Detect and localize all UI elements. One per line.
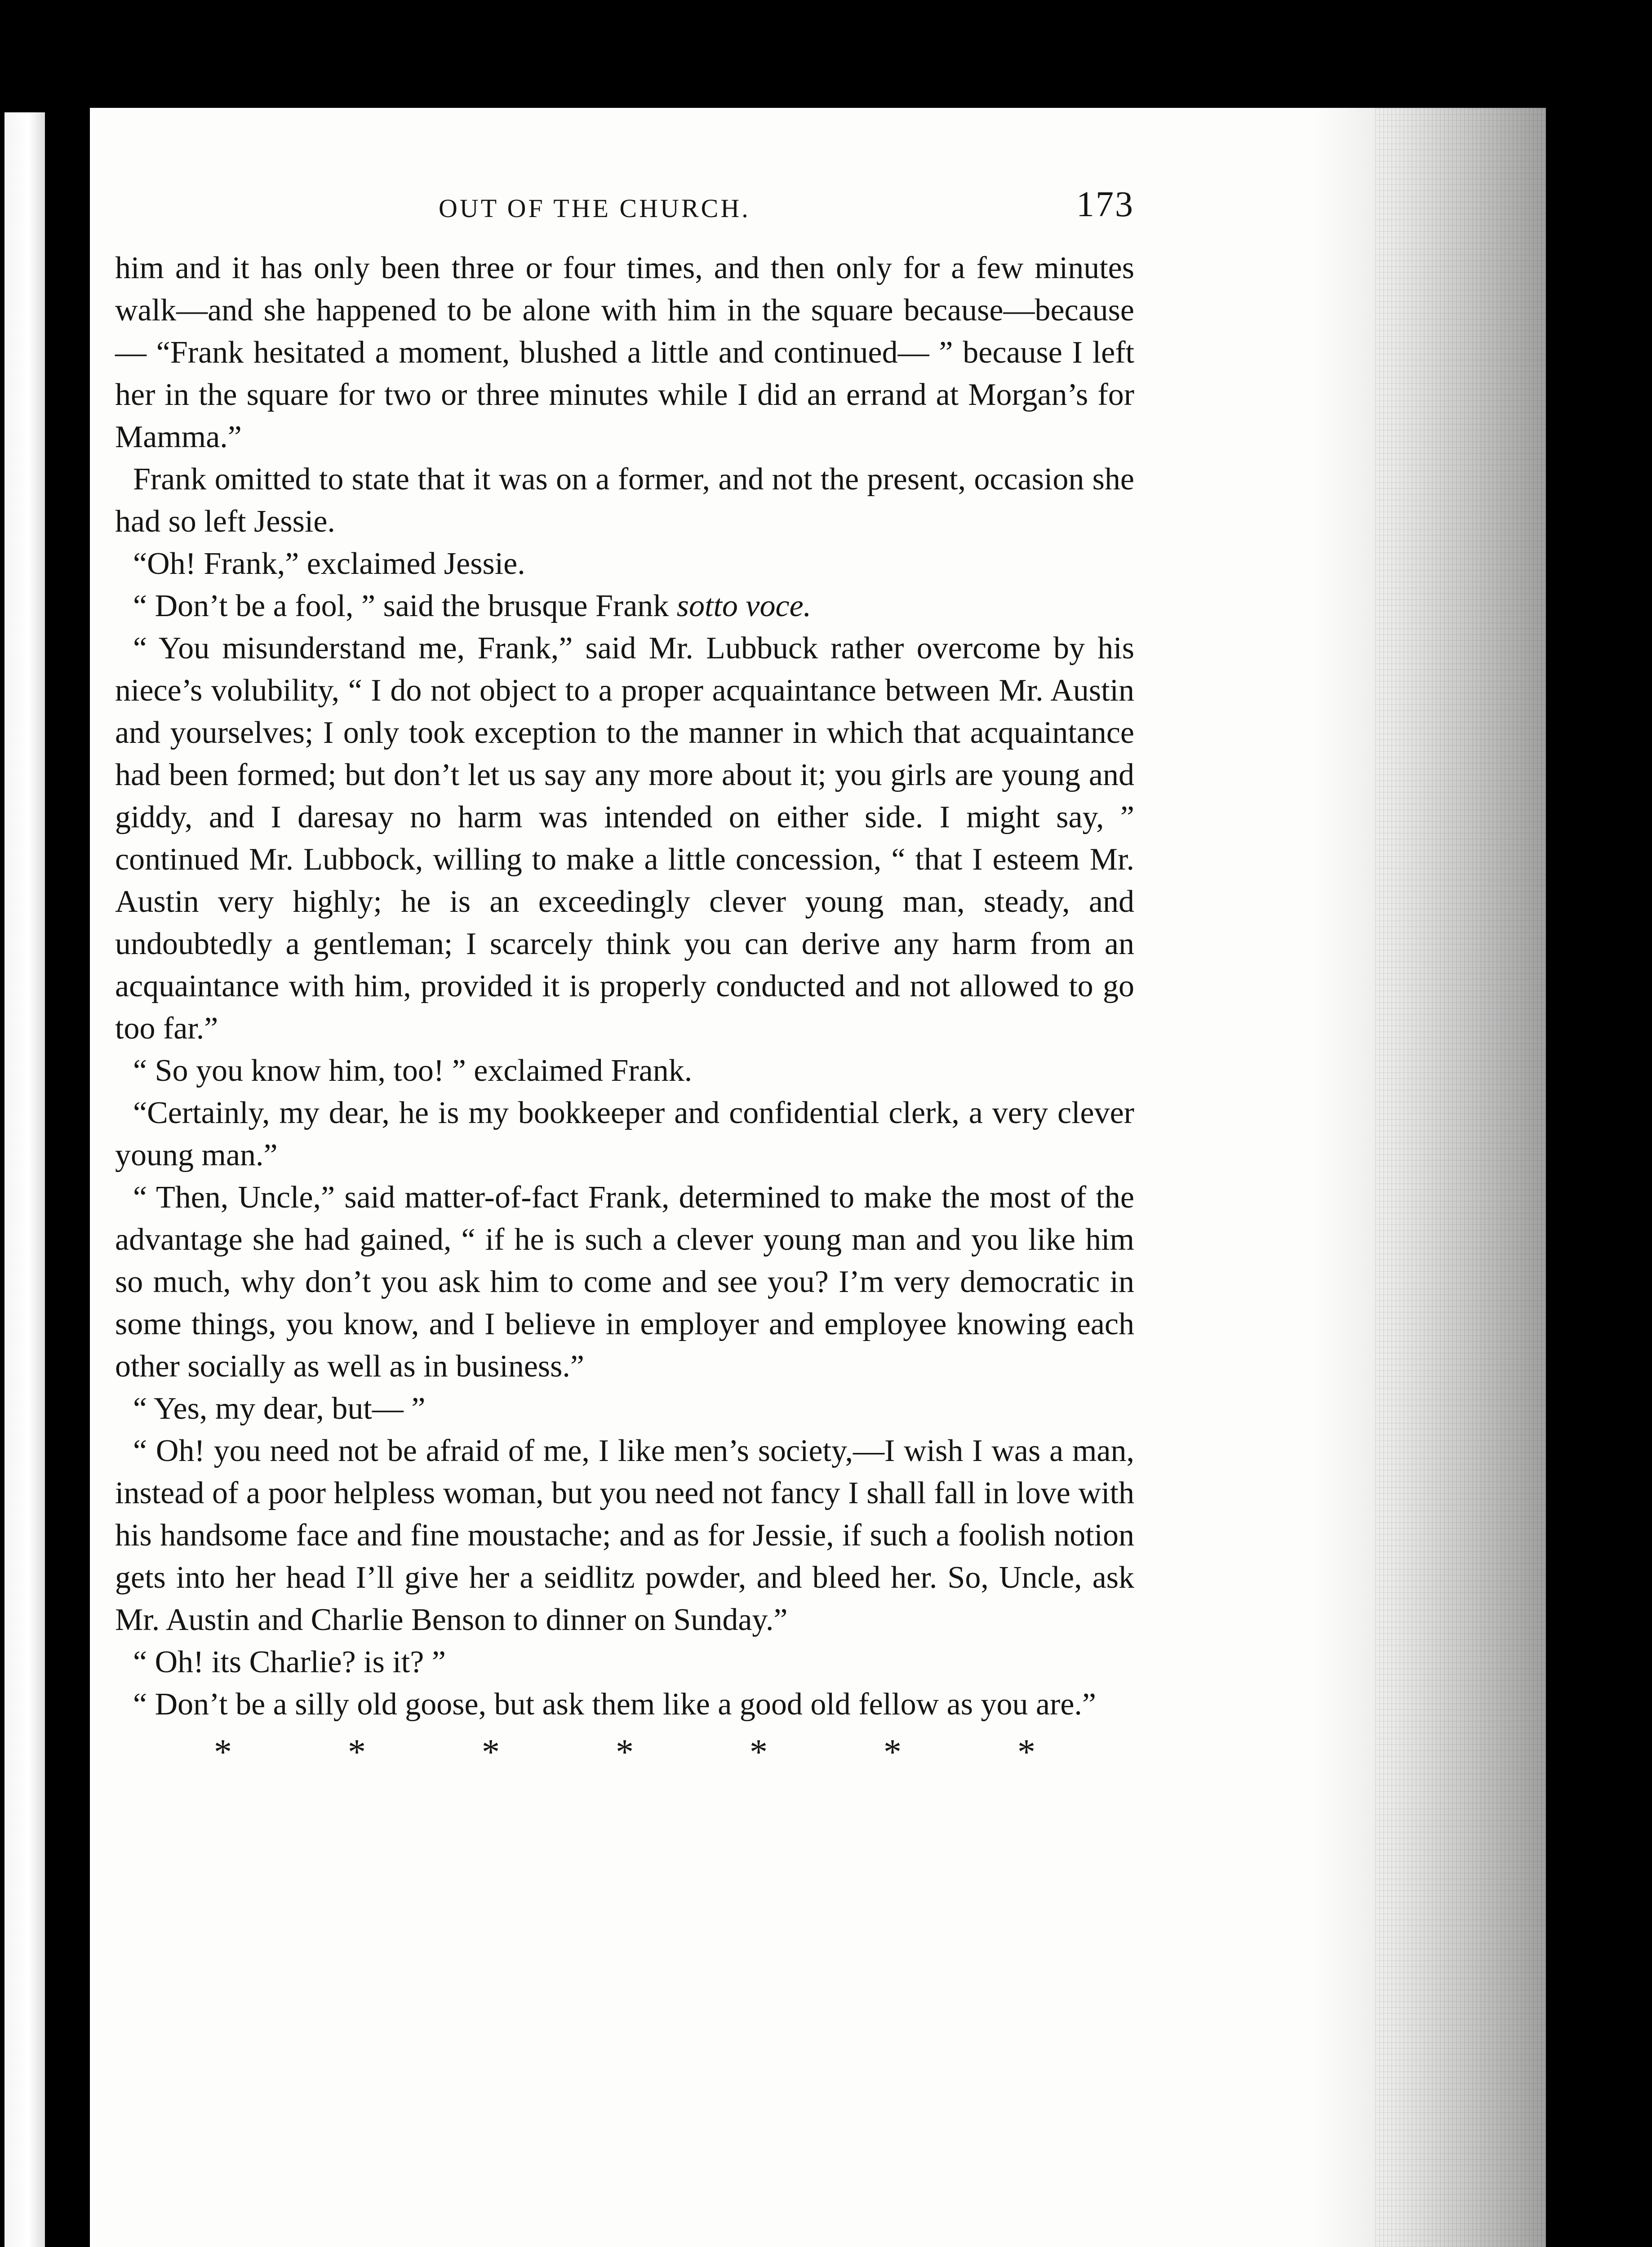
paragraph-2: Frank omitted to state that it was on a former, and not the present, occasion she had so left Jessie. bbox=[115, 462, 1134, 539]
paragraph-12: “ Don’t be a silly old goose, but ask them like a good old fellow as you are.” bbox=[133, 1687, 1096, 1722]
paragraph-4-text: “ Don’t be a fool, ” said the brusque Frank bbox=[133, 589, 677, 623]
paragraph-8: “ Then, Uncle,” said matter-of-fact Frank, determined to make the most of the advantage she had gained, “ if he is such a clever young man and you like him so much, why don’t you ask him to come and see you? I’m very democratic in some things, you know, and I believe in employer and employee knowing each other socially as well as in business.” bbox=[115, 1180, 1134, 1384]
section-break bbox=[115, 1732, 1134, 1773]
running-title: OUT OF THE CHURCH. bbox=[439, 194, 751, 223]
paragraph-6: “ So you know him, too! ” exclaimed Frank. bbox=[133, 1053, 693, 1088]
left-page-edge bbox=[4, 112, 45, 2247]
paragraph-5: “ You misunderstand me, Frank,” said Mr. Lubbuck rather overcome by his niece’s volubility, “ I do not object to a proper acquaintance between Mr. Austin and yourselves; I only took exception to the manner in which that acquaintance had been formed; but don’t let us say any more about it; you girls are young and giddy, and I daresay no harm was intended on either side. I might say, ” continued Mr. Lubbock, willing to make a little concession, “ that I esteem Mr. Austin very highly; he is an exceedingly clever young man, steady, and undoubtedly a gentleman; I scarcely think you can derive any harm from an acquaintance with him, provided it is properly conducted and not allowed to go too far.” bbox=[115, 631, 1134, 1046]
paragraph-9: “ Yes, my dear, but— ” bbox=[133, 1391, 426, 1426]
paragraph-4 bbox=[115, 585, 1134, 627]
paragraph-3: “Oh! Frank,” exclaimed Jessie. bbox=[133, 546, 525, 581]
paragraph-10: “ Oh! you need not be afraid of me, I like men’s society,—I wish I was a man, instead of a poor helpless woman, but you need not fancy I shall fall in love with his handsome face and fine moustache; and as for Jessie, if such a foolish notion gets into her head I’ll give her a seidlitz powder, and bleed her. So, Uncle, ask Mr. Austin and Charlie Benson to dinner on Sunday.” bbox=[115, 1434, 1134, 1637]
page-number: 173 bbox=[1076, 185, 1134, 224]
asterisk: * bbox=[884, 1732, 901, 1772]
running-head bbox=[115, 184, 1134, 234]
page-scan-noise bbox=[1375, 108, 1546, 2247]
asterisk: * bbox=[1017, 1732, 1035, 1772]
paragraph-1: him and it has only been three or four times, and then only for a few minutes walk—and she happened to be alone with him in the square because—because— “Frank hesitated a moment, blushed a little and continued— ” because I left her in the square for two or three minutes while I did an errand at Morgan’s for Mamma.” bbox=[115, 251, 1134, 454]
paragraph-11: “ Oh! its Charlie? is it? ” bbox=[133, 1645, 446, 1679]
asterisk: * bbox=[482, 1732, 500, 1772]
italic-phrase: sotto voce. bbox=[676, 589, 812, 623]
asterisk: * bbox=[616, 1732, 634, 1772]
asterisk: * bbox=[348, 1732, 366, 1772]
asterisk: * bbox=[750, 1732, 768, 1772]
asterisk: * bbox=[214, 1732, 232, 1772]
page-text bbox=[115, 184, 1134, 1773]
paragraph-7: “Certainly, my dear, he is my bookkeeper and confidential clerk, a very clever young man.” bbox=[115, 1096, 1134, 1172]
